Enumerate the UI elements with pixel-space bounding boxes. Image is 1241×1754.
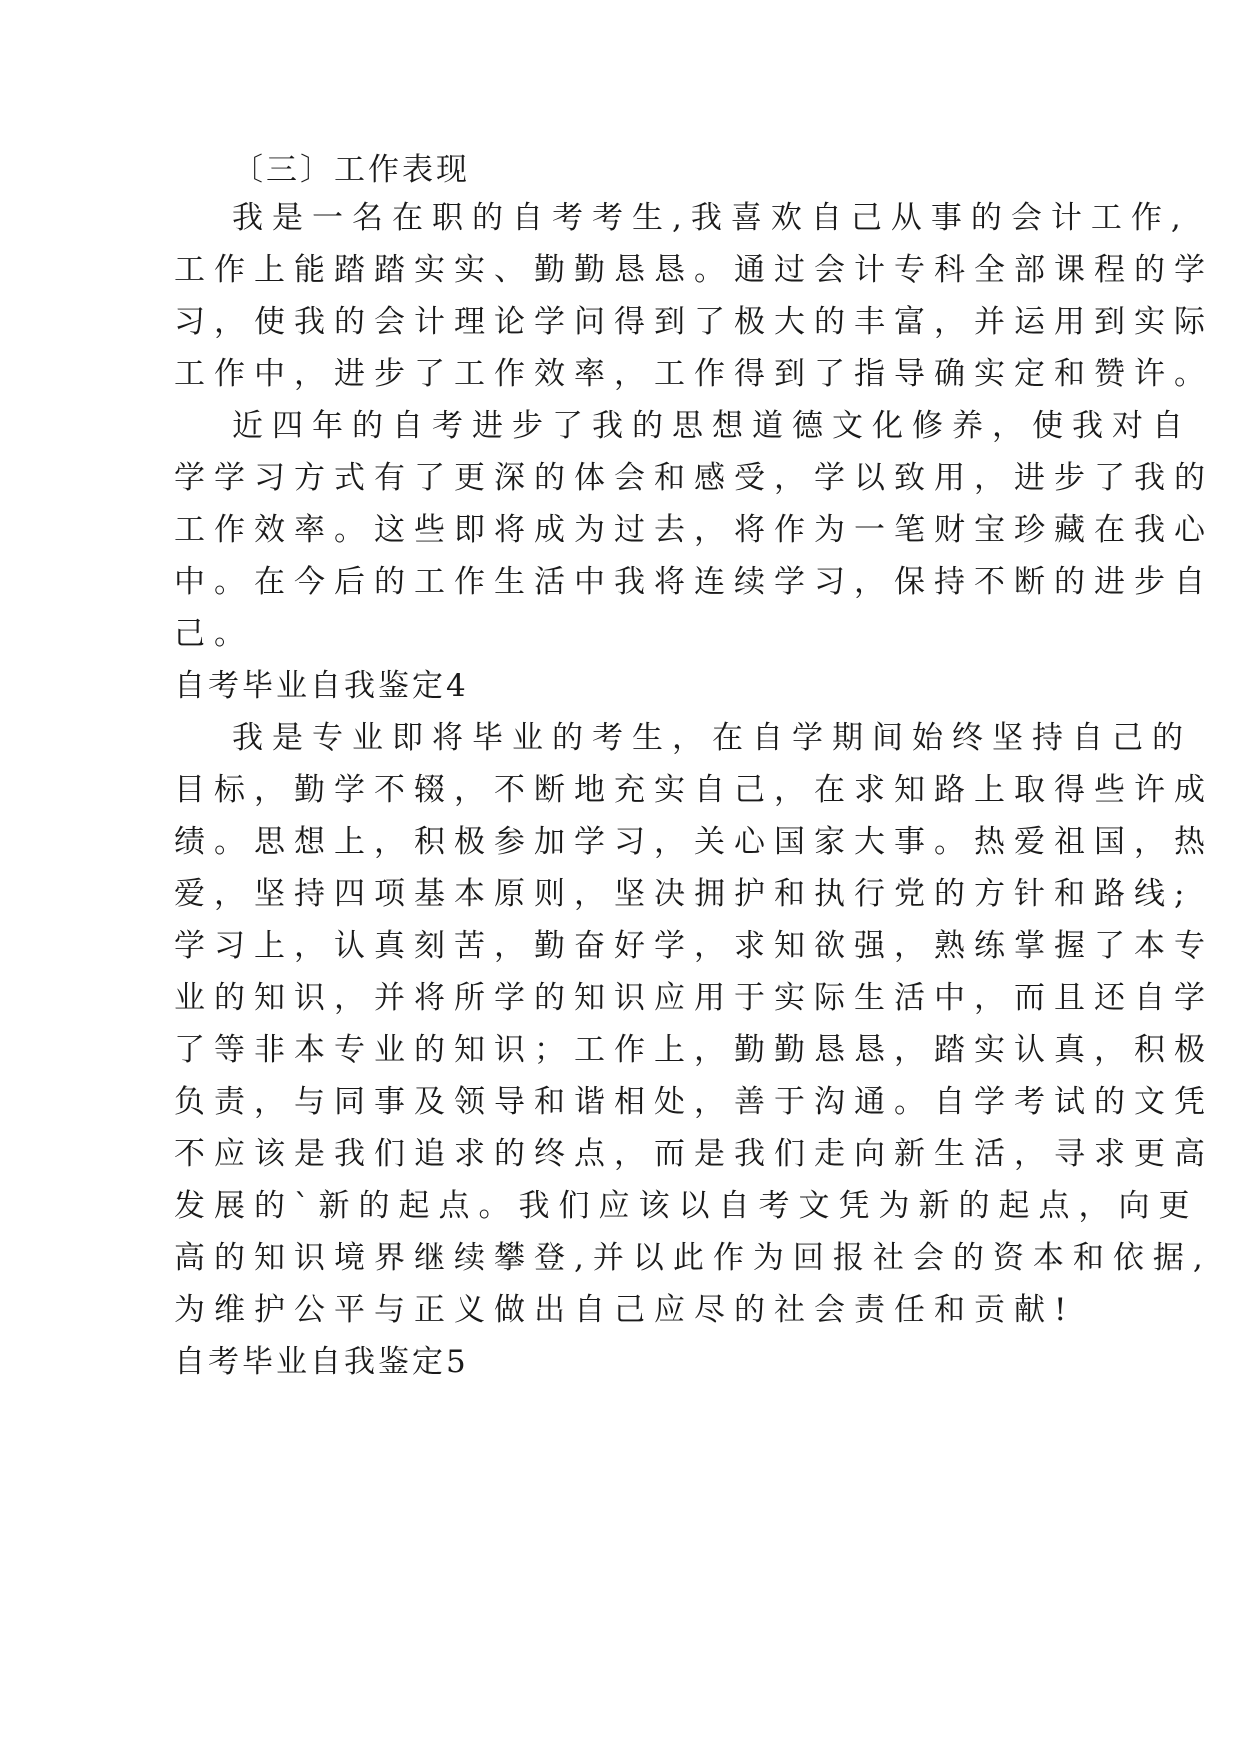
section-title: 自考毕业自我鉴定4	[174, 668, 469, 704]
paragraph-line: 近四年的自考进步了我的思想道德文化修养，使我对自	[232, 408, 1192, 444]
paragraph-line: 发展的`新的起点。我们应该以自考文凭为新的起点，向更	[174, 1188, 1199, 1224]
paragraph-line: 业的知识，并将所学的知识应用于实际生活中，而且还自学	[174, 980, 1214, 1016]
paragraph-line: 我是一名在职的自考考生,我喜欢自己从事的会计工作,	[232, 200, 1190, 236]
paragraph-line: 工作上能踏踏实实、勤勤恳恳。通过会计专科全部课程的学	[174, 252, 1214, 288]
paragraph-line: 绩。思想上，积极参加学习，关心国家大事。热爱祖国，热	[174, 824, 1214, 860]
paragraph-line: 工作效率。这些即将成为过去，将作为一笔财宝珍藏在我心	[174, 512, 1214, 548]
paragraph-line: 学学习方式有了更深的体会和感受，学以致用，进步了我的	[174, 460, 1214, 496]
paragraph-line: 为维护公平与正义做出自己应尽的社会责任和贡献!	[174, 1292, 1076, 1328]
paragraph-line: 学习上，认真刻苦，勤奋好学，求知欲强，熟练掌握了本专	[174, 928, 1214, 964]
paragraph-line: 爱，坚持四项基本原则，坚决拥护和执行党的方针和路线;	[174, 876, 1194, 912]
paragraph-line: 中。在今后的工作生活中我将连续学习，保持不断的进步自	[174, 564, 1214, 600]
paragraph-line: 高的知识境界继续攀登,并以此作为回报社会的资本和依据,	[174, 1240, 1212, 1276]
paragraph-line: 目标，勤学不辍，不断地充实自己，在求知路上取得些许成	[174, 772, 1214, 808]
section-heading: 〔三〕工作表现	[232, 152, 470, 188]
paragraph-line: 工作中，进步了工作效率，工作得到了指导确实定和赞许。	[174, 356, 1214, 392]
paragraph-line: 负责，与同事及领导和谐相处，善于沟通。自学考试的文凭	[174, 1084, 1214, 1120]
paragraph-line: 我是专业即将毕业的考生，在自学期间始终坚持自己的	[232, 720, 1192, 756]
paragraph-line: 习，使我的会计理论学问得到了极大的丰富，并运用到实际	[174, 304, 1214, 340]
paragraph-line: 了等非本专业的知识；工作上，勤勤恳恳，踏实认真，积极	[174, 1032, 1214, 1068]
section-title: 自考毕业自我鉴定5	[174, 1344, 469, 1380]
paragraph-line: 己。	[174, 616, 254, 652]
paragraph-line: 不应该是我们追求的终点，而是我们走向新生活，寻求更高	[174, 1136, 1214, 1172]
